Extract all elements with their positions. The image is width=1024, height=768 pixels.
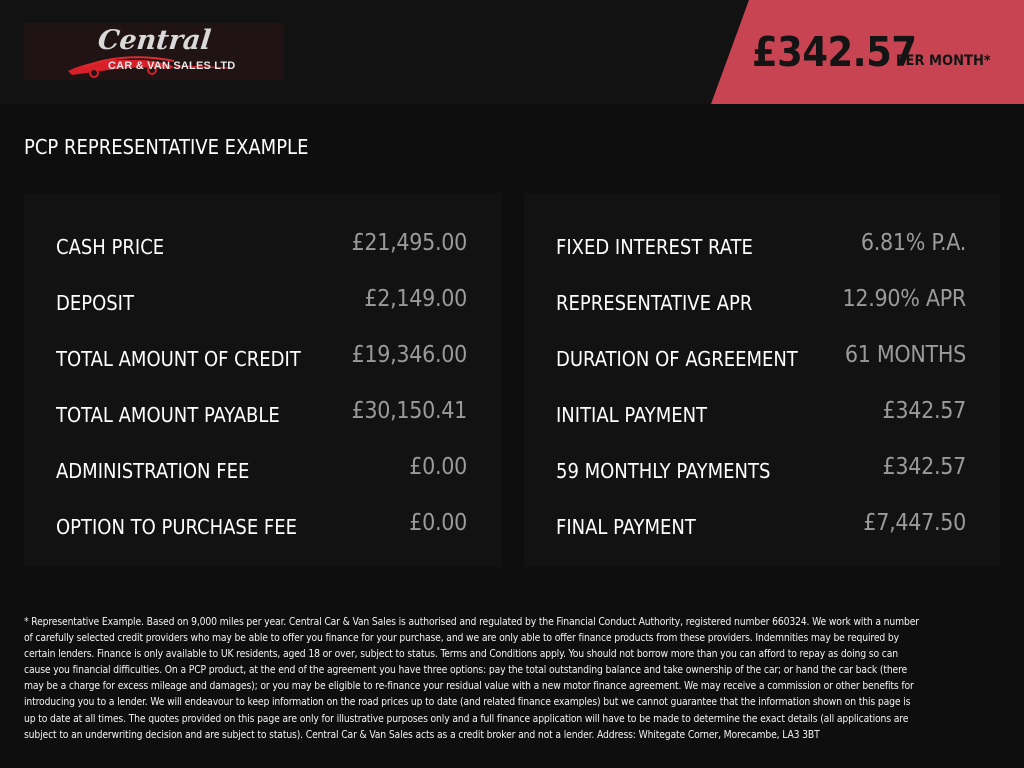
- detail-row-final-payment: [524, 512, 1000, 542]
- detail-row-total-credit: [24, 344, 501, 374]
- detail-label: FIXED INTEREST RATE: [556, 235, 753, 259]
- detail-label: CASH PRICE: [56, 235, 165, 259]
- detail-value: £2,149.00: [364, 286, 467, 312]
- finance-disclaimer: * Representative Example. Based on 9,000 miles per year. Central Car & Van Sales is authorised and regulated by the Financial Conduct Authority, registered number 660324. We work with a number of carefully selected credit providers who may be able to offer you finance for your purchase, and we are only able to offer finance products from these providers. Indemnities may be required by certain lenders. Finance is only available to UK residents, aged 18 or over, subject to status. Terms and Conditions apply. You should not borrow more than you can afford to repay as doing so can cause you financial difficulties. On a PCP product, at the end of the agreement you have three options: pay the total outstanding balance and take ownership of the car; or hand the car back (there may be a charge for excess mileage and damages); or you may be eligible to re-finance your residual value with a new motor finance agreement. We may receive a commission or other benefits for introducing you to a lender. We will endeavour to keep information on the road prices up to date (and related finance examples) but we cannot guarantee that the information shown on this page is up to date at all times. The quotes provided on this page are only for illustrative purposes only and a full finance application will have to be made to determine the exact details (all applications are subject to an underwriting decision and are subject to status). Central Car & Van Sales acts as a credit broker and not a lender. Address: Whitegate Corner, Morecambe, LA3 3BT: [24, 616, 919, 741]
- header-bar: [0, 0, 1024, 104]
- detail-label: ADMINISTRATION FEE: [56, 459, 250, 483]
- monthly-price-suffix: PER MONTH*: [896, 53, 991, 69]
- detail-value: £0.00: [409, 510, 467, 536]
- detail-row-admin-fee: [24, 456, 501, 486]
- detail-value: £342.57: [882, 398, 966, 424]
- section-title: PCP REPRESENTATIVE EXAMPLE: [24, 135, 309, 159]
- finance-details-left-panel: [24, 193, 501, 567]
- detail-label: INITIAL PAYMENT: [556, 403, 708, 427]
- detail-label: FINAL PAYMENT: [556, 515, 696, 539]
- detail-row-interest-rate: [524, 232, 1000, 262]
- detail-label: REPRESENTATIVE APR: [556, 291, 753, 315]
- detail-value: £0.00: [409, 454, 467, 480]
- monthly-price-amount: £342.57: [752, 28, 917, 76]
- detail-value: 6.81% P.A.: [860, 230, 966, 256]
- detail-row-deposit: [24, 288, 501, 318]
- detail-value: £342.57: [882, 454, 966, 480]
- detail-row-total-payable: [24, 400, 501, 430]
- detail-value: 12.90% APR: [842, 286, 966, 312]
- logo-subtitle: CAR & VAN SALES LTD: [108, 60, 236, 72]
- detail-label: TOTAL AMOUNT PAYABLE: [56, 403, 280, 427]
- detail-row-monthly-payments: [524, 456, 1000, 486]
- detail-label: TOTAL AMOUNT OF CREDIT: [56, 347, 301, 371]
- detail-row-initial-payment: [524, 400, 1000, 430]
- detail-label: DURATION OF AGREEMENT: [556, 347, 798, 371]
- logo-script-text: Central: [96, 25, 213, 56]
- detail-row-duration: [524, 344, 1000, 374]
- detail-row-apr: [524, 288, 1000, 318]
- detail-value: £30,150.41: [351, 398, 467, 424]
- detail-label: 59 MONTHLY PAYMENTS: [556, 459, 771, 483]
- detail-row-option-fee: [24, 512, 501, 542]
- detail-value: £21,495.00: [351, 230, 467, 256]
- detail-row-cash-price: [24, 232, 501, 262]
- detail-value: £7,447.50: [863, 510, 966, 536]
- finance-details-right-panel: [524, 193, 1000, 567]
- detail-value: 61 MONTHS: [844, 342, 966, 368]
- company-logo[interactable]: [24, 23, 284, 80]
- detail-label: OPTION TO PURCHASE FEE: [56, 515, 298, 539]
- detail-label: DEPOSIT: [56, 291, 134, 315]
- detail-value: £19,346.00: [351, 342, 467, 368]
